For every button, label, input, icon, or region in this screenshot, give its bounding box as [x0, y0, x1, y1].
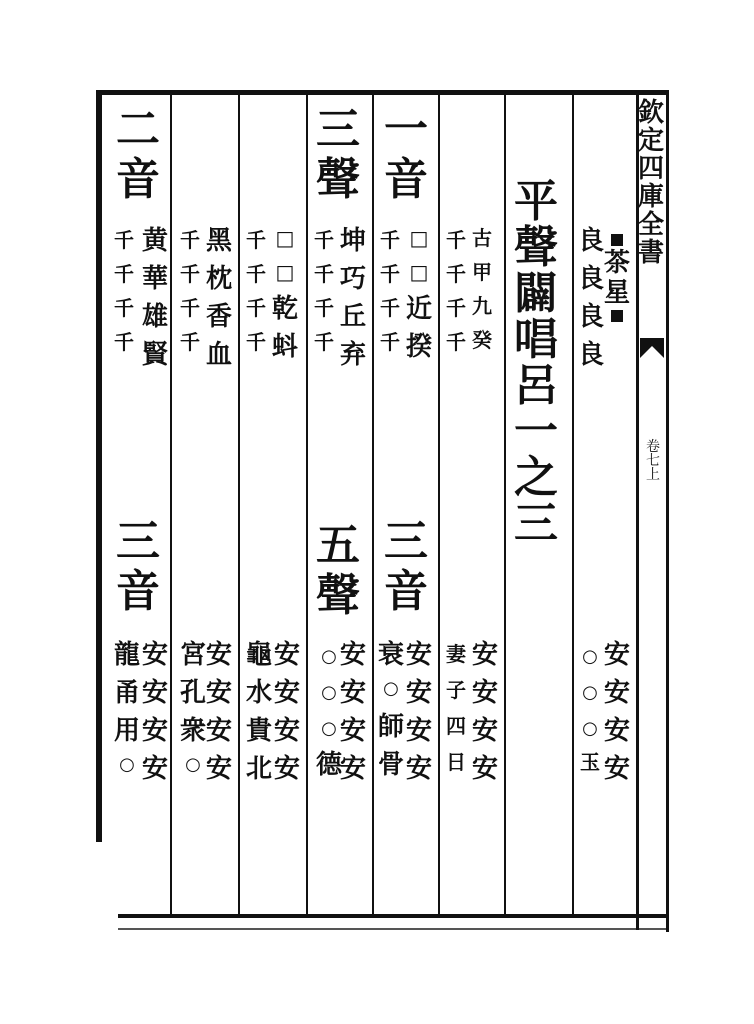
- char: 安: [604, 754, 631, 784]
- char: 近: [406, 294, 433, 324]
- chapter-heading: [514, 176, 558, 549]
- title-char: 欽: [637, 98, 664, 128]
- char: 安: [274, 754, 301, 784]
- char: 安: [340, 678, 367, 708]
- char: 安: [406, 716, 433, 746]
- char: ○: [119, 754, 135, 775]
- char: □: [275, 260, 295, 284]
- char: 甲: [472, 260, 492, 284]
- char: 安: [206, 754, 233, 784]
- char: 四: [446, 714, 466, 738]
- char: 千: [380, 330, 400, 354]
- char: 安: [206, 640, 233, 670]
- heading-char: 闢: [514, 268, 558, 319]
- char: 師: [378, 712, 405, 742]
- col8-bottom-left: [114, 642, 140, 774]
- char: 良: [578, 340, 605, 370]
- char: 千: [380, 228, 400, 252]
- char: 巧: [340, 264, 367, 294]
- char: 安: [274, 716, 301, 746]
- char: 千: [314, 296, 334, 320]
- col3-top: [472, 228, 492, 350]
- char: □: [409, 226, 429, 250]
- col5-bottom: [340, 642, 366, 782]
- char: 丘: [340, 302, 367, 332]
- char: ○: [582, 682, 598, 703]
- col6-bottom: [274, 642, 300, 782]
- char: 安: [604, 716, 631, 746]
- char: 弃: [340, 340, 367, 370]
- section-title-char: 音: [384, 154, 428, 205]
- col1-top-marker: [604, 230, 630, 326]
- col8-top-title: [116, 104, 160, 205]
- title-char: 定: [637, 126, 664, 156]
- char: 賢: [142, 340, 169, 370]
- char: 古: [472, 226, 492, 250]
- char: 千: [446, 262, 466, 286]
- char: 香: [206, 302, 233, 332]
- char: 千: [246, 330, 266, 354]
- col6-top-left: [246, 230, 266, 352]
- col7-top: [206, 228, 232, 368]
- frame-top-border: [96, 90, 666, 95]
- char: 妻: [446, 642, 466, 666]
- column-divider: [372, 94, 374, 914]
- char: 北: [246, 754, 273, 784]
- char: 甬: [114, 678, 141, 708]
- frame-left-border: [96, 92, 102, 842]
- bullet-icon: [611, 310, 623, 322]
- char: 千: [446, 228, 466, 252]
- column-divider: [238, 94, 240, 914]
- section-title-char: 音: [116, 566, 160, 617]
- char: □: [275, 226, 295, 250]
- char: 血: [206, 340, 233, 370]
- column-divider: [306, 94, 308, 914]
- char: 千: [114, 262, 134, 286]
- heading-char: 之: [514, 452, 558, 503]
- char: 黑: [206, 226, 233, 256]
- col8-top-left: [114, 230, 134, 352]
- char: 癸: [472, 328, 492, 352]
- char: 茶: [604, 248, 631, 278]
- col4-top: [406, 228, 432, 360]
- col8-bottom-title: [116, 516, 160, 617]
- volume-char: 上: [646, 467, 660, 483]
- section-title-char: 一: [384, 104, 428, 155]
- char: 子: [446, 678, 466, 702]
- col4-top-title: [384, 104, 428, 205]
- title-char: 全: [637, 210, 664, 240]
- char: 星: [604, 278, 631, 308]
- char: □: [409, 260, 429, 284]
- col5-top: [340, 228, 366, 368]
- char: 良: [578, 264, 605, 294]
- char: 千: [114, 296, 134, 320]
- char: 千: [446, 330, 466, 354]
- char: 安: [274, 640, 301, 670]
- col5-bottom-title: [316, 520, 360, 621]
- section-title-char: 音: [384, 566, 428, 617]
- char: 德: [316, 750, 343, 780]
- char: 安: [274, 678, 301, 708]
- char: 千: [446, 296, 466, 320]
- char: 千: [246, 228, 266, 252]
- section-title-char: 五: [316, 520, 360, 571]
- char: 千: [180, 330, 200, 354]
- char: 千: [380, 296, 400, 320]
- char: 衰: [378, 640, 405, 670]
- char: 安: [406, 754, 433, 784]
- char: 安: [406, 678, 433, 708]
- heading-char: 一: [514, 406, 558, 457]
- char: 千: [114, 330, 134, 354]
- margin-volume: [642, 440, 664, 482]
- col4-bottom-left: [378, 642, 404, 778]
- char: 千: [114, 228, 134, 252]
- char: 坤: [340, 226, 367, 256]
- char: 千: [380, 262, 400, 286]
- volume-char: 卷: [646, 439, 660, 455]
- title-char: 庫: [637, 182, 664, 212]
- char: 安: [604, 640, 631, 670]
- column-divider: [438, 94, 440, 914]
- section-title-char: 音: [116, 154, 160, 205]
- col6-bottom-left: [246, 642, 272, 782]
- volume-char: 七: [646, 453, 660, 469]
- section-title-char: 三: [316, 104, 360, 155]
- col5-top-title: [316, 104, 360, 205]
- section-title-char: 三: [384, 516, 428, 567]
- char: 雄: [142, 302, 169, 332]
- char: 揆: [406, 332, 433, 362]
- title-char: 四: [637, 154, 664, 184]
- char: 千: [246, 296, 266, 320]
- heading-char: 三: [514, 498, 558, 549]
- char: ○: [321, 646, 337, 667]
- char: 安: [340, 716, 367, 746]
- char: 千: [180, 262, 200, 286]
- fishtail-mark-icon: [640, 338, 664, 358]
- col7-bottom-left: [180, 642, 206, 774]
- char: 千: [314, 228, 334, 252]
- col3-bottom-left: [446, 644, 466, 772]
- char: 華: [142, 264, 169, 294]
- char: 良: [578, 226, 605, 256]
- col3-top-left: [446, 230, 466, 352]
- column-divider: [170, 94, 172, 914]
- char: 龍: [114, 640, 141, 670]
- col5-bottom-left: [316, 648, 342, 778]
- char: 龜: [246, 640, 273, 670]
- char: 安: [340, 640, 367, 670]
- heading-char: 唱: [514, 314, 558, 365]
- char: 安: [472, 754, 499, 784]
- frame-bottom-border: [118, 914, 666, 918]
- char: 水: [246, 678, 273, 708]
- col8-bottom: [142, 642, 168, 782]
- section-title-char: 聲: [316, 570, 360, 621]
- column-divider: [572, 94, 574, 914]
- char: 黄: [142, 226, 169, 256]
- col7-bottom: [206, 642, 232, 782]
- char: 貴: [246, 716, 273, 746]
- char: 骨: [378, 750, 405, 780]
- col1-bottom: [604, 642, 630, 782]
- title-char: 書: [637, 238, 664, 268]
- col4-top-left: [380, 230, 400, 352]
- heading-char: 呂: [514, 360, 558, 411]
- char: 九: [472, 294, 492, 318]
- margin-outer-rule: [666, 90, 669, 932]
- char: 衆: [180, 716, 207, 746]
- col6-top: [272, 228, 298, 360]
- char: 安: [142, 640, 169, 670]
- char: ○: [321, 682, 337, 703]
- char: 安: [472, 678, 499, 708]
- heading-char: 聲: [514, 222, 558, 273]
- col4-bottom-title: [384, 516, 428, 617]
- col8-top: [142, 228, 168, 368]
- col5-top-left: [314, 230, 334, 352]
- bullet-icon: [611, 234, 623, 246]
- char: 千: [314, 330, 334, 354]
- char: 良: [578, 302, 605, 332]
- col1-top: [578, 228, 604, 368]
- char: 乾: [272, 294, 299, 324]
- char: 安: [604, 678, 631, 708]
- char: ○: [321, 718, 337, 739]
- char: 安: [406, 640, 433, 670]
- char: 日: [446, 750, 466, 774]
- char: 千: [180, 296, 200, 320]
- char: 枕: [206, 264, 233, 294]
- char: 蚪: [272, 332, 299, 362]
- char: 安: [206, 678, 233, 708]
- char: 安: [206, 716, 233, 746]
- col1-bottom-left: [580, 648, 600, 772]
- char: ○: [383, 678, 399, 699]
- char: ○: [185, 754, 201, 775]
- column-divider: [504, 94, 506, 914]
- col4-bottom: [406, 642, 432, 782]
- char: 千: [246, 262, 266, 286]
- char: 安: [340, 754, 367, 784]
- char: 安: [472, 640, 499, 670]
- section-title-char: 聲: [316, 154, 360, 205]
- char: 千: [314, 262, 334, 286]
- heading-char: 平: [514, 176, 558, 227]
- frame-bottom-rule: [118, 928, 666, 930]
- char: 用: [114, 716, 141, 746]
- char: 孔: [180, 678, 207, 708]
- char: 安: [142, 716, 169, 746]
- char: 玉: [580, 750, 600, 774]
- section-title-char: 二: [116, 104, 160, 155]
- char: 安: [472, 716, 499, 746]
- col7-top-left: [180, 230, 200, 352]
- char: 安: [142, 754, 169, 784]
- char: ○: [582, 646, 598, 667]
- margin-book-title: [637, 100, 665, 268]
- char: 千: [180, 228, 200, 252]
- char: 宮: [180, 640, 207, 670]
- section-title-char: 三: [116, 516, 160, 567]
- col3-bottom: [472, 642, 498, 782]
- char: 安: [142, 678, 169, 708]
- char: ○: [582, 718, 598, 739]
